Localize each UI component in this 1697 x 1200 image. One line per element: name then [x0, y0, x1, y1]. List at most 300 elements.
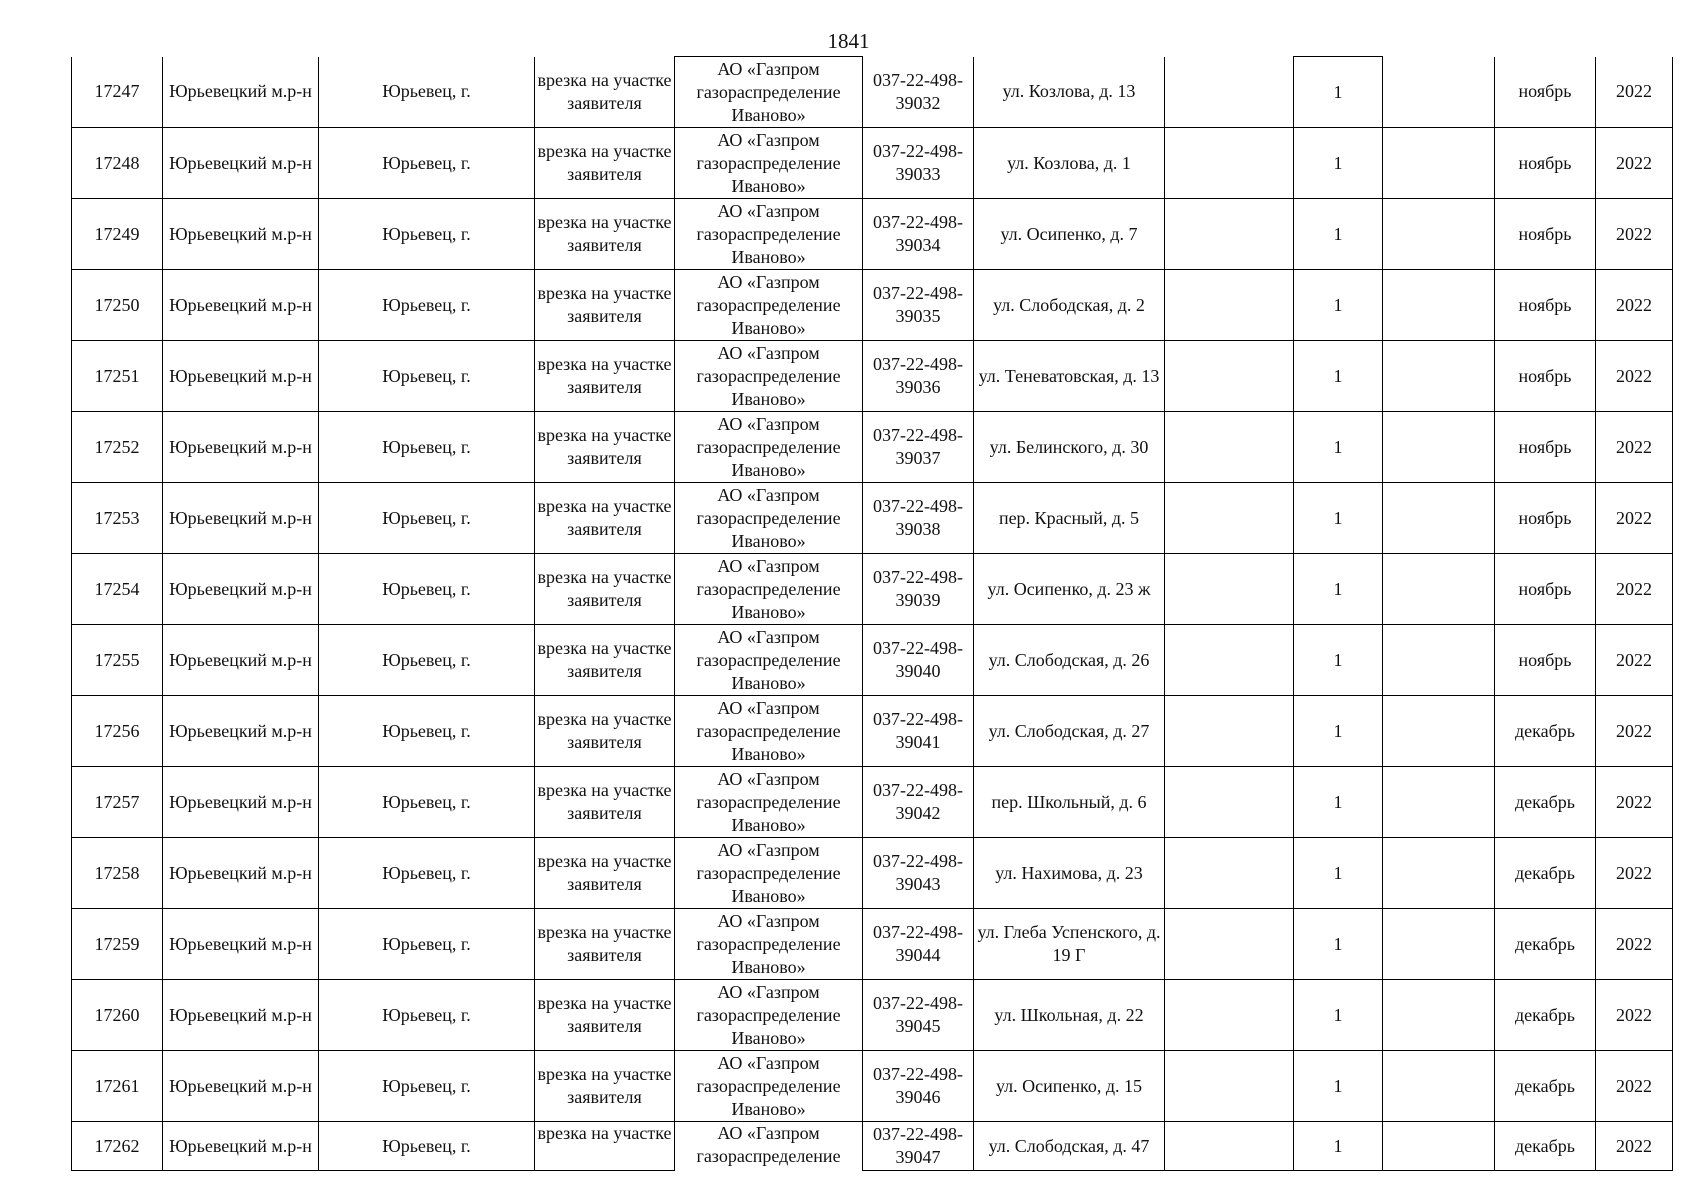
district-cell [163, 341, 319, 412]
empty-cell [1165, 1122, 1294, 1171]
year-text: 2022 [1616, 294, 1652, 315]
empty-cell [1383, 341, 1495, 412]
month-text: декабрь [1515, 933, 1575, 954]
address-cell [974, 838, 1165, 909]
organization-cell [675, 838, 863, 909]
month-cell [1495, 483, 1596, 554]
locality-text: Юрьевец, г. [382, 365, 471, 386]
code-text: 037-22-498-39034 [873, 212, 963, 255]
qty-text: 1 [1333, 152, 1343, 173]
locality-text: Юрьевец, г. [382, 791, 471, 812]
address-cell [974, 625, 1165, 696]
address-text: ул. Слободская, д. 2 [993, 294, 1145, 315]
district-cell [163, 483, 319, 554]
code-text: 037-22-498-39046 [873, 1064, 963, 1107]
table-row [72, 341, 1673, 412]
registry-rows [72, 57, 1673, 1171]
address-cell [974, 270, 1165, 341]
empty-cell [1383, 1051, 1495, 1122]
month-text: декабрь [1515, 791, 1575, 812]
table-row [72, 767, 1673, 838]
org-text: АО «Газпром газораспределение Иваново» [696, 555, 841, 622]
year-cell [1596, 270, 1673, 341]
month-text: ноябрь [1518, 152, 1572, 173]
code-cell [863, 980, 974, 1051]
district-cell [163, 412, 319, 483]
id-text: 17257 [94, 791, 140, 812]
address-cell [974, 199, 1165, 270]
qty-text: 1 [1333, 294, 1343, 315]
empty-cell [1165, 128, 1294, 199]
row-number [72, 625, 163, 696]
row-number [72, 696, 163, 767]
quantity-cell [1294, 128, 1383, 199]
locality-cell [319, 625, 535, 696]
month-text: ноябрь [1518, 578, 1572, 599]
organization-cell [675, 57, 863, 128]
code-text: 037-22-498-39037 [873, 425, 963, 468]
id-text: 17260 [94, 1004, 140, 1025]
locality-text: Юрьевец, г. [382, 436, 471, 457]
year-text: 2022 [1616, 791, 1652, 812]
quantity-cell [1294, 909, 1383, 980]
row-number [72, 199, 163, 270]
locality-cell [319, 696, 535, 767]
district-cell [163, 980, 319, 1051]
district-cell [163, 1051, 319, 1122]
year-text: 2022 [1616, 720, 1652, 741]
code-cell [863, 625, 974, 696]
organization-cell [675, 270, 863, 341]
year-text: 2022 [1616, 365, 1652, 386]
row-number [72, 838, 163, 909]
empty-cell [1383, 909, 1495, 980]
month-cell [1495, 199, 1596, 270]
locality-cell [319, 980, 535, 1051]
qty-text: 1 [1333, 436, 1343, 457]
code-cell [863, 909, 974, 980]
code-cell [863, 199, 974, 270]
code-text: 037-22-498-39047 [873, 1124, 963, 1167]
code-text: 037-22-498-39042 [873, 780, 963, 823]
district-text: Юрьевецкий м.р-н [169, 1004, 312, 1025]
type-text: врезка на участке заявителя [537, 212, 672, 255]
id-text: 17249 [94, 223, 140, 244]
empty-cell [1383, 128, 1495, 199]
locality-text: Юрьевец, г. [382, 1075, 471, 1096]
empty-cell [1165, 767, 1294, 838]
month-cell [1495, 1051, 1596, 1122]
quantity-cell [1294, 412, 1383, 483]
id-text: 17253 [94, 507, 140, 528]
locality-text: Юрьевец, г. [382, 1135, 471, 1156]
table-row [72, 909, 1673, 980]
district-cell [163, 199, 319, 270]
organization-cell [675, 483, 863, 554]
type-text: врезка на участке заявителя [537, 141, 672, 184]
code-text: 037-22-498-39040 [873, 638, 963, 681]
month-text: ноябрь [1518, 223, 1572, 244]
empty-cell [1165, 341, 1294, 412]
code-cell [863, 128, 974, 199]
empty-cell [1383, 980, 1495, 1051]
id-text: 17259 [94, 933, 140, 954]
code-text: 037-22-498-39038 [873, 496, 963, 539]
code-cell [863, 270, 974, 341]
org-text: АО «Газпром газораспределение Иваново» [696, 342, 841, 409]
code-cell [863, 1051, 974, 1122]
district-text: Юрьевецкий м.р-н [169, 1075, 312, 1096]
connection-type-cell [535, 128, 675, 199]
connection-type-cell [535, 838, 675, 909]
table-row [72, 270, 1673, 341]
empty-cell [1383, 696, 1495, 767]
table-row [72, 199, 1673, 270]
org-text: АО «Газпром газораспределение Иваново» [696, 626, 841, 693]
locality-text: Юрьевец, г. [382, 649, 471, 670]
connection-type-cell [535, 767, 675, 838]
quantity-cell [1294, 483, 1383, 554]
empty-cell [1383, 1122, 1495, 1171]
row-number [72, 483, 163, 554]
code-text: 037-22-498-39041 [873, 709, 963, 752]
qty-text: 1 [1333, 720, 1343, 741]
quantity-cell [1294, 625, 1383, 696]
year-cell [1596, 625, 1673, 696]
code-text: 037-22-498-39035 [873, 283, 963, 326]
month-text: декабрь [1515, 1075, 1575, 1096]
district-text: Юрьевецкий м.р-н [169, 507, 312, 528]
org-text: АО «Газпром газораспределение Иваново» [696, 200, 841, 267]
code-cell [863, 1122, 974, 1171]
quantity-cell [1294, 554, 1383, 625]
district-text: Юрьевецкий м.р-н [169, 720, 312, 741]
address-cell [974, 128, 1165, 199]
id-text: 17250 [94, 294, 140, 315]
year-text: 2022 [1616, 649, 1652, 670]
id-text: 17254 [94, 578, 140, 599]
qty-text: 1 [1333, 862, 1343, 883]
empty-cell [1383, 554, 1495, 625]
qty-text: 1 [1333, 223, 1343, 244]
month-cell [1495, 128, 1596, 199]
month-cell [1495, 57, 1596, 128]
org-text: АО «Газпром газораспределение Иваново» [696, 58, 841, 125]
id-text: 17251 [94, 365, 140, 386]
qty-text: 1 [1333, 507, 1343, 528]
year-cell [1596, 767, 1673, 838]
type-text: врезка на участке заявителя [537, 709, 672, 752]
year-cell [1596, 57, 1673, 128]
organization-cell [675, 1051, 863, 1122]
empty-cell [1383, 270, 1495, 341]
locality-cell [319, 1051, 535, 1122]
empty-cell [1165, 1051, 1294, 1122]
year-cell [1596, 838, 1673, 909]
quantity-cell [1294, 696, 1383, 767]
code-cell [863, 838, 974, 909]
org-text: АО «Газпром газораспределение Иваново» [696, 484, 841, 551]
year-text: 2022 [1616, 436, 1652, 457]
org-text: АО «Газпром газораспределение Иваново» [696, 1052, 841, 1119]
empty-cell [1383, 199, 1495, 270]
locality-text: Юрьевец, г. [382, 862, 471, 883]
code-text: 037-22-498-39045 [873, 993, 963, 1036]
district-text: Юрьевецкий м.р-н [169, 223, 312, 244]
row-number [72, 1122, 163, 1171]
row-number [72, 128, 163, 199]
organization-cell [675, 341, 863, 412]
table-row [72, 696, 1673, 767]
type-text: врезка на участке [537, 1123, 672, 1143]
locality-text: Юрьевец, г. [382, 1004, 471, 1025]
district-text: Юрьевецкий м.р-н [169, 862, 312, 883]
address-cell [974, 980, 1165, 1051]
district-cell [163, 554, 319, 625]
year-text: 2022 [1616, 933, 1652, 954]
address-text: ул. Осипенко, д. 15 [995, 1075, 1143, 1096]
locality-cell [319, 57, 535, 128]
qty-text: 1 [1333, 578, 1343, 599]
organization-cell [675, 909, 863, 980]
locality-cell [319, 199, 535, 270]
address-cell [974, 767, 1165, 838]
table-row [72, 1122, 1673, 1171]
row-number [72, 270, 163, 341]
row-number [72, 554, 163, 625]
organization-cell [675, 980, 863, 1051]
locality-text: Юрьевец, г. [382, 223, 471, 244]
code-cell [863, 554, 974, 625]
month-cell [1495, 696, 1596, 767]
address-cell [974, 57, 1165, 128]
type-text: врезка на участке заявителя [537, 851, 672, 894]
id-text: 17247 [94, 81, 140, 102]
year-text: 2022 [1616, 1075, 1652, 1096]
qty-text: 1 [1333, 933, 1343, 954]
qty-text: 1 [1333, 1135, 1343, 1156]
organization-cell [675, 128, 863, 199]
page-number: 1841 [827, 29, 870, 53]
connection-type-cell [535, 483, 675, 554]
year-cell [1596, 412, 1673, 483]
month-cell [1495, 909, 1596, 980]
row-number [72, 341, 163, 412]
locality-text: Юрьевец, г. [382, 81, 471, 102]
district-cell [163, 57, 319, 128]
org-text: АО «Газпром газораспределение Иваново» [696, 413, 841, 480]
quantity-cell [1294, 767, 1383, 838]
code-text: 037-22-498-39032 [873, 69, 963, 113]
code-cell [863, 483, 974, 554]
month-cell [1495, 767, 1596, 838]
locality-cell [319, 341, 535, 412]
year-text: 2022 [1616, 223, 1652, 244]
address-text: ул. Слободская, д. 47 [988, 1135, 1150, 1156]
address-text: пер. Школьный, д. 6 [991, 791, 1147, 812]
id-text: 17252 [94, 436, 140, 457]
type-text: врезка на участке заявителя [537, 69, 672, 113]
locality-cell [319, 767, 535, 838]
org-text: АО «Газпром газораспределение Иваново» [696, 981, 841, 1048]
year-cell [1596, 1122, 1673, 1171]
org-text: АО «Газпром газораспределение Иваново» [696, 839, 841, 906]
connection-type-cell [535, 554, 675, 625]
quantity-cell [1294, 270, 1383, 341]
connection-type-cell [535, 909, 675, 980]
address-text: ул. Теневатовская, д. 13 [978, 365, 1160, 386]
code-text: 037-22-498-39033 [873, 141, 963, 184]
address-text: ул. Осипенко, д. 7 [1000, 223, 1138, 244]
organization-cell [675, 554, 863, 625]
address-cell [974, 554, 1165, 625]
year-cell [1596, 909, 1673, 980]
year-text: 2022 [1616, 1135, 1652, 1156]
table-row [72, 554, 1673, 625]
month-cell [1495, 270, 1596, 341]
district-text: Юрьевецкий м.р-н [169, 578, 312, 599]
org-text: АО «Газпром газораспределение Иваново» [696, 697, 841, 764]
year-text: 2022 [1616, 152, 1652, 173]
locality-cell [319, 412, 535, 483]
quantity-cell [1294, 980, 1383, 1051]
table-row [72, 838, 1673, 909]
type-text: врезка на участке заявителя [537, 780, 672, 823]
organization-cell [675, 199, 863, 270]
address-cell [974, 483, 1165, 554]
month-cell [1495, 625, 1596, 696]
org-text: АО «Газпром газораспределение Иваново» [696, 910, 841, 977]
month-text: ноябрь [1518, 436, 1572, 457]
empty-cell [1165, 199, 1294, 270]
locality-text: Юрьевец, г. [382, 152, 471, 173]
code-cell [863, 412, 974, 483]
empty-cell [1165, 696, 1294, 767]
quantity-cell [1294, 838, 1383, 909]
address-text: ул. Школьная, д. 22 [994, 1004, 1144, 1025]
connection-type-cell [535, 199, 675, 270]
type-text: врезка на участке заявителя [537, 425, 672, 468]
address-text: ул. Слободская, д. 26 [988, 649, 1150, 670]
qty-text: 1 [1333, 791, 1343, 812]
district-cell [163, 838, 319, 909]
address-text: ул. Осипенко, д. 23 ж [987, 578, 1151, 599]
empty-cell [1383, 412, 1495, 483]
empty-cell [1165, 270, 1294, 341]
empty-cell [1383, 838, 1495, 909]
district-text: Юрьевецкий м.р-н [169, 365, 312, 386]
address-cell [974, 696, 1165, 767]
locality-cell [319, 554, 535, 625]
district-text: Юрьевецкий м.р-н [169, 294, 312, 315]
month-text: ноябрь [1518, 81, 1572, 102]
empty-cell [1165, 980, 1294, 1051]
year-cell [1596, 199, 1673, 270]
organization-cell [675, 696, 863, 767]
organization-cell [675, 1122, 863, 1171]
locality-text: Юрьевец, г. [382, 933, 471, 954]
district-cell [163, 128, 319, 199]
table-row [72, 412, 1673, 483]
org-text: АО «Газпром газораспределение Иваново» [696, 129, 841, 196]
district-text: Юрьевецкий м.р-н [169, 1135, 312, 1156]
id-text: 17255 [94, 649, 140, 670]
id-text: 17258 [94, 862, 140, 883]
empty-cell [1383, 57, 1495, 128]
organization-cell [675, 625, 863, 696]
type-text: врезка на участке заявителя [537, 496, 672, 539]
table-row [72, 1051, 1673, 1122]
address-text: ул. Слободская, д. 27 [988, 720, 1150, 741]
code-text: 037-22-498-39044 [873, 922, 963, 965]
year-cell [1596, 1051, 1673, 1122]
organization-cell [675, 412, 863, 483]
year-text: 2022 [1616, 81, 1652, 102]
empty-cell [1165, 554, 1294, 625]
district-cell [163, 625, 319, 696]
year-text: 2022 [1616, 1004, 1652, 1025]
qty-text: 1 [1333, 649, 1343, 670]
month-cell [1495, 980, 1596, 1051]
locality-cell [319, 128, 535, 199]
type-text: врезка на участке заявителя [537, 283, 672, 326]
address-cell [974, 341, 1165, 412]
qty-text: 1 [1333, 1075, 1343, 1096]
code-text: 037-22-498-39036 [873, 354, 963, 397]
qty-text: 1 [1333, 1004, 1343, 1025]
address-text: ул. Глеба Успенского, д. 19 Г [977, 922, 1161, 965]
address-cell [974, 1051, 1165, 1122]
row-number [72, 57, 163, 128]
connection-type-cell [535, 57, 675, 128]
year-cell [1596, 696, 1673, 767]
address-text: ул. Козлова, д. 13 [1002, 81, 1136, 102]
row-number [72, 980, 163, 1051]
district-text: Юрьевецкий м.р-н [169, 791, 312, 812]
address-cell [974, 412, 1165, 483]
address-text: ул. Белинского, д. 30 [989, 436, 1149, 457]
year-cell [1596, 341, 1673, 412]
type-text: врезка на участке заявителя [537, 638, 672, 681]
connection-type-cell [535, 1122, 675, 1171]
quantity-cell [1294, 57, 1383, 128]
registry-table [71, 56, 1673, 1171]
district-text: Юрьевецкий м.р-н [169, 152, 312, 173]
org-text: АО «Газпром газораспределение Иваново» [696, 271, 841, 338]
empty-cell [1383, 767, 1495, 838]
locality-text: Юрьевец, г. [382, 294, 471, 315]
qty-text: 1 [1333, 365, 1343, 386]
row-number [72, 1051, 163, 1122]
district-text: Юрьевецкий м.р-н [169, 81, 312, 102]
month-cell [1495, 412, 1596, 483]
locality-text: Юрьевец, г. [382, 720, 471, 741]
table-row [72, 483, 1673, 554]
type-text: врезка на участке заявителя [537, 1064, 672, 1107]
month-text: ноябрь [1518, 365, 1572, 386]
organization-cell [675, 767, 863, 838]
id-text: 17248 [94, 152, 140, 173]
empty-cell [1165, 625, 1294, 696]
address-text: ул. Козлова, д. 1 [1007, 152, 1131, 173]
table-row [72, 57, 1673, 128]
year-cell [1596, 980, 1673, 1051]
id-text: 17261 [94, 1075, 140, 1096]
connection-type-cell [535, 1051, 675, 1122]
table-row [72, 980, 1673, 1051]
org-text: АО «Газпром газораспределение [696, 1123, 841, 1166]
type-text: врезка на участке заявителя [537, 993, 672, 1036]
